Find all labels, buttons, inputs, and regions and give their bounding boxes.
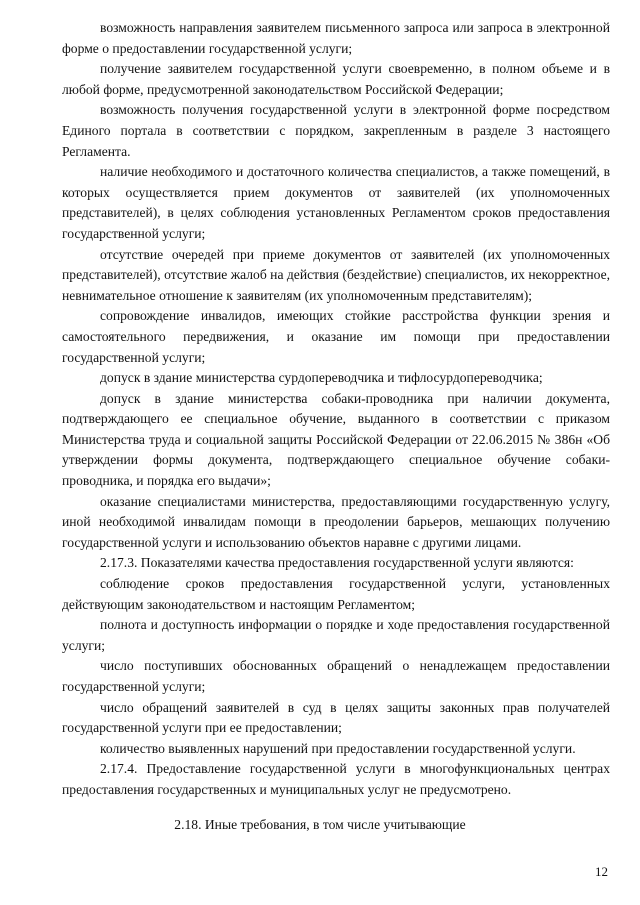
- paragraph: сопровождение инвалидов, имеющих стойкие расстройства функции зрения и самостоятельного передвижения, и оказание им помощи при предоставлении государственной услуги;: [62, 308, 610, 365]
- paragraph: получение заявителем государственной услуги своевременно, в полном объеме и в любой форме, предусмотренной законодательством Российской Федерации;: [62, 61, 610, 97]
- paragraph: допуск в здание министерства сурдопереводчика и тифлосурдопереводчика;: [100, 370, 543, 386]
- paragraph: 2.17.4. Предоставление государственной услуги в многофункциональных центрах предоставления государственных и муниципальных услуг не предусмотрено.: [62, 761, 610, 797]
- section-heading: 2.18. Иные требования, в том числе учитывающие: [174, 817, 466, 832]
- paragraph: число обращений заявителей в суд в целях защиты законных прав получателей государственной услуги при ее предоставлении;: [62, 699, 610, 736]
- page-number: 12: [595, 864, 608, 879]
- document-body: [62, 18, 610, 801]
- paragraph: число поступивших обоснованных обращений о ненадлежащем предоставлении государственной услуги;: [62, 658, 610, 694]
- paragraph: оказание специалистами министерства, предоставляющими государственную услугу, иной необходимой инвалидам помощи в преодолении барьеров, мешающих получению государственной услуги и использованию объектов наравне с другими лицами.: [62, 493, 610, 550]
- paragraph: 2.17.3. Показателями качества предоставления государственной услуги являются:: [100, 555, 574, 571]
- paragraph: возможность получения государственной услуги в электронной форме посредством Единого портала в соответствии с порядком, закрепленным в разделе 3 настоящего Регламента.: [62, 102, 610, 159]
- paragraph: наличие необходимого и достаточного количества специалистов, а также помещений, в которых осуществляется прием документов от заявителей (их уполномоченных представителей), в целях соблюдения установленных Регламентом сроков предоставления государственной услуги;: [62, 164, 610, 241]
- paragraph: отсутствие очередей при приеме документов от заявителей (их уполномоченных представителей), отсутствие жалоб на действия (бездействие) специалистов, их некорректное, невнимательное отношение к заявителям (их уполномоченным представителям);: [62, 246, 610, 303]
- paragraph: количество выявленных нарушений при предоставлении государственной услуги.: [100, 740, 576, 756]
- paragraph: соблюдение сроков предоставления государственной услуги, установленных действующим законодательством и настоящим Регламентом;: [62, 576, 610, 612]
- paragraph: допуск в здание министерства собаки-проводника при наличии документа, подтверждающего ее специальное обучение, выданного в соответствии с приказом Министерства труда и социальной защиты Российской Федерации от 22.06.2015 № 386н «Об утверждении формы документа, подтверждающего специальное обучение собаки-проводника, и порядка его выдачи»;: [62, 390, 610, 489]
- paragraph: полнота и доступность информации о порядке и ходе предоставления государственной услуги;: [62, 617, 610, 653]
- paragraph: возможность направления заявителем письменного запроса или запроса в электронной форме о предоставлении государственной услуги;: [62, 20, 610, 56]
